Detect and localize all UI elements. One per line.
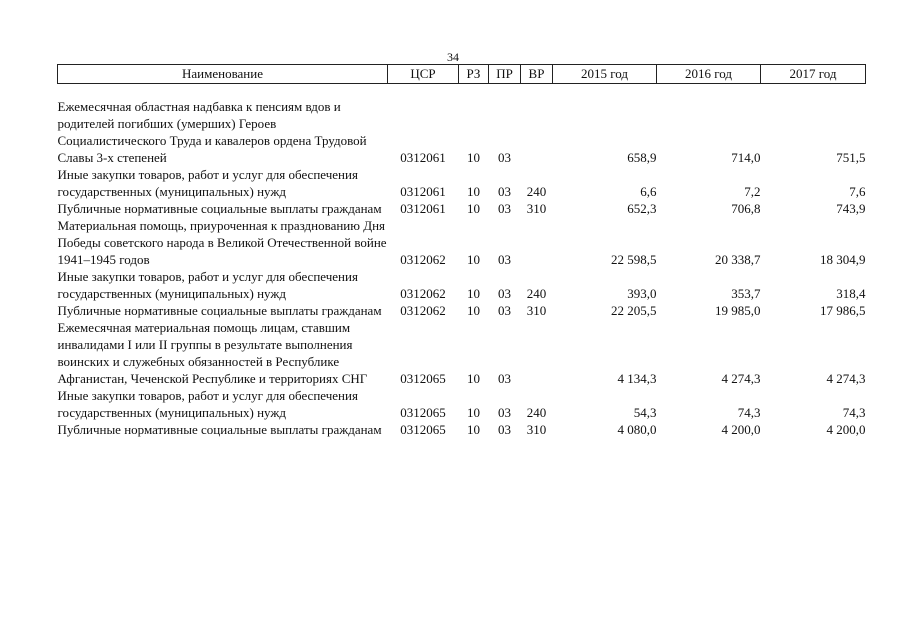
row-2017: 74,3 xyxy=(842,405,866,420)
row-vr xyxy=(521,217,553,268)
row-2016: 7,2 xyxy=(744,184,761,199)
row-pr: 03 xyxy=(498,286,511,301)
table-row xyxy=(58,98,866,166)
row-rz: 10 xyxy=(467,371,480,386)
row-2016: 20 338,7 xyxy=(715,252,761,267)
row-pr: 03 xyxy=(498,184,511,199)
row-2015: 54,3 xyxy=(633,405,657,420)
row-2016: 353,7 xyxy=(731,286,761,301)
row-vr: 310 xyxy=(526,303,547,318)
row-vr xyxy=(521,319,553,387)
row-csr: 0312061 xyxy=(400,150,446,165)
row-2015: 22 598,5 xyxy=(611,252,657,267)
row-rz: 10 xyxy=(467,422,480,437)
row-2017: 751,5 xyxy=(836,150,866,165)
table-row xyxy=(58,387,866,421)
row-vr: 240 xyxy=(526,405,547,420)
row-vr: 310 xyxy=(526,422,547,437)
row-pr: 03 xyxy=(498,201,511,216)
row-2016: 714,0 xyxy=(731,150,761,165)
row-2015: 22 205,5 xyxy=(611,303,657,318)
row-name: Ежемесячная материальная помощь лицам, ставшим инвалидами I или II группы в результате выполнения воинских и служебных обязанностей в Республике Афганистан, Чеченской Республике и территориях СНГ xyxy=(57,320,368,386)
table-row xyxy=(58,302,866,319)
row-2017: 7,6 xyxy=(849,184,866,199)
row-vr: 240 xyxy=(526,184,547,199)
row-vr: 310 xyxy=(526,201,547,216)
row-2017: 4 274,3 xyxy=(826,371,866,386)
row-2016: 74,3 xyxy=(737,405,761,420)
row-2015: 658,9 xyxy=(627,150,657,165)
row-2016: 4 200,0 xyxy=(721,422,761,437)
row-name: Материальная помощь, приуроченная к празднованию Дня Победы советского народа в Великой Отечественной войне 1941–1945 годов xyxy=(57,218,387,267)
header-vr: ВР xyxy=(521,65,553,84)
row-vr: 240 xyxy=(526,286,547,301)
row-rz: 10 xyxy=(467,184,480,199)
row-2015: 6,6 xyxy=(640,184,657,199)
row-rz: 10 xyxy=(467,252,480,267)
row-name: Публичные нормативные социальные выплаты гражданам xyxy=(57,303,382,318)
header-name: Наименование xyxy=(58,65,388,84)
row-rz: 10 xyxy=(467,303,480,318)
header-2016: 2016 год xyxy=(657,65,761,84)
row-vr xyxy=(521,98,553,166)
row-2016: 4 274,3 xyxy=(721,371,761,386)
row-csr: 0312065 xyxy=(400,422,446,437)
row-2017: 4 200,0 xyxy=(826,422,866,437)
row-2015: 393,0 xyxy=(627,286,657,301)
row-2015: 4 080,0 xyxy=(617,422,657,437)
row-csr: 0312061 xyxy=(400,201,446,216)
row-2016: 706,8 xyxy=(731,201,761,216)
spacer-row xyxy=(58,84,866,99)
row-rz: 10 xyxy=(467,405,480,420)
row-2017: 318,4 xyxy=(836,286,866,301)
row-pr: 03 xyxy=(498,150,511,165)
row-csr: 0312062 xyxy=(400,252,446,267)
row-2015: 4 134,3 xyxy=(617,371,657,386)
row-2016: 19 985,0 xyxy=(715,303,761,318)
row-rz: 10 xyxy=(467,201,480,216)
table-row xyxy=(58,319,866,387)
table-row xyxy=(58,200,866,217)
header-2017: 2017 год xyxy=(761,65,866,84)
row-name: Иные закупки товаров, работ и услуг для обеспечения государственных (муниципальных) нужд xyxy=(57,388,358,420)
row-name: Публичные нормативные социальные выплаты гражданам xyxy=(57,201,382,216)
row-2015: 652,3 xyxy=(627,201,657,216)
row-csr: 0312062 xyxy=(400,303,446,318)
header-csr: ЦСР xyxy=(388,65,459,84)
table-row xyxy=(58,217,866,268)
row-pr: 03 xyxy=(498,303,511,318)
row-name: Иные закупки товаров, работ и услуг для обеспечения государственных (муниципальных) нужд xyxy=(57,167,358,199)
row-pr: 03 xyxy=(498,405,511,420)
header-pr: ПР xyxy=(489,65,521,84)
table-row xyxy=(58,166,866,200)
row-pr: 03 xyxy=(498,371,511,386)
row-csr: 0312061 xyxy=(400,184,446,199)
row-csr: 0312065 xyxy=(400,405,446,420)
row-name: Иные закупки товаров, работ и услуг для обеспечения государственных (муниципальных) нужд xyxy=(57,269,358,301)
row-rz: 10 xyxy=(467,150,480,165)
header-rz: РЗ xyxy=(459,65,489,84)
row-2017: 743,9 xyxy=(836,201,866,216)
header-2015: 2015 год xyxy=(553,65,657,84)
row-csr: 0312062 xyxy=(400,286,446,301)
row-pr: 03 xyxy=(498,252,511,267)
budget-table xyxy=(57,64,866,438)
row-2017: 18 304,9 xyxy=(820,252,866,267)
table-row xyxy=(58,268,866,302)
table-row xyxy=(58,421,866,438)
page-number: 34 xyxy=(447,50,459,64)
row-pr: 03 xyxy=(498,422,511,437)
row-csr: 0312065 xyxy=(400,371,446,386)
row-name: Ежемесячная областная надбавка к пенсиям вдов и родителей погибших (умерших) Героев Социалистического Труда и кавалеров ордена Трудовой Славы 3-х степеней xyxy=(57,99,367,165)
row-2017: 17 986,5 xyxy=(820,303,866,318)
table-header-row xyxy=(58,65,866,84)
row-rz: 10 xyxy=(467,286,480,301)
row-name: Публичные нормативные социальные выплаты гражданам xyxy=(57,422,382,437)
